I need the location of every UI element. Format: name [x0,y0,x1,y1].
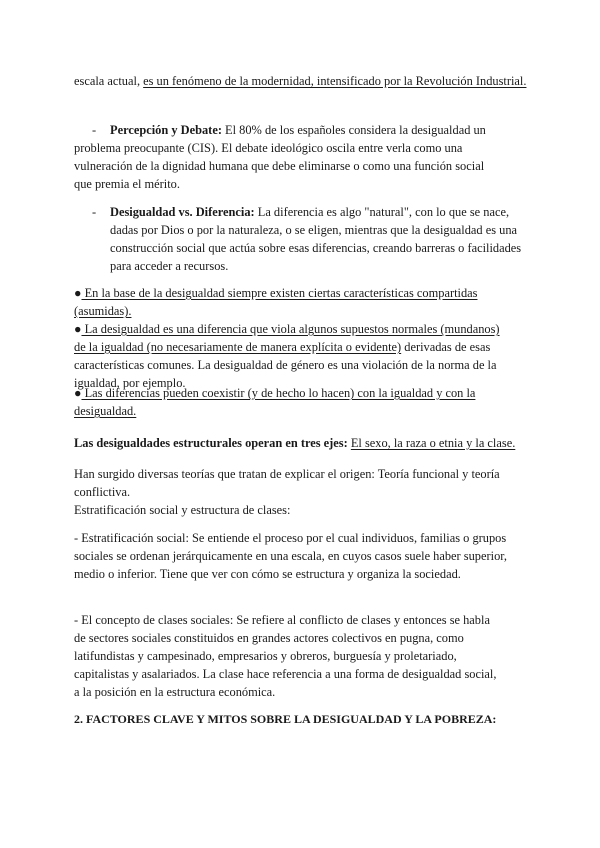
bullet-perception [74,121,504,193]
point-underlined: En la base de la desigualdad siempre existen ciertas características compartidas (asumidas). [74,286,478,318]
bullet-title: Percepción y Debate: [110,123,222,137]
point-shared-characteristics [74,284,514,320]
theories-line: Han surgido diversas teorías que tratan de explicar el origen: Teoría funcional y teoría conflictiva. [74,467,500,499]
intro-plain: escala actual, [74,74,144,88]
point-violation [74,320,514,392]
bullet-title: Desigualdad vs. Diferencia: [110,205,255,219]
classes-paragraph: - El concepto de clases sociales: Se refiere al conflicto de clases y entonces se habla de sectores sociales constituidos en grandes actores colectivos en pugna, como latifundistas y campesinado, empresarios y obreros, burguesía y proletariado, capitalistas y asalariados. La clase hace referencia a una forma de desigualdad social, a la posición en la estructura económica. [74,613,497,699]
bullet-text: La diferencia es algo "natural", con lo que se nace, dadas por Dios o por la naturaleza, o se eligen, mientras que la desigualdad es una construcción social que actúa sobre esas diferencias, creando barreras o facilidades para acceder a recursos. [110,205,522,273]
point-underlined: Las diferencias pueden coexistir (y de hecho lo hacen) con la igualdad y con la desigualdad. [74,386,476,418]
intro-paragraph [74,72,534,90]
stratification-paragraph: - Estratificación social: Se entiende el proceso por el cual individuos, familias o grupos sociales se ordenan jerárquicamente en una escala, en cuyos casos suele haber superior, medio o inferior. Tiene que ver con cómo se estructura y organiza la sociedad. [74,531,507,581]
bullet-difference [110,203,530,275]
theories-paragraph [74,465,534,519]
intro-underlined: es un fenómeno de la modernidad, intensificado por la Revolución Industrial. [143,74,527,88]
axes-bold: Las desigualdades estructurales operan en tres ejes: [74,436,348,450]
axes-underlined: El sexo, la raza o etnia y la clase. [350,436,516,450]
axes-paragraph [74,434,544,452]
bullet-text: El 80% de los españoles considera la desigualdad un problema preocupante (CIS). El debate ideológico oscila entre verla como una vulneración de la dignidad humana que debe eliminarse o como una función social que premia el mérito. [74,123,486,191]
point-marker: ● [74,322,82,336]
bullet-dash: - [92,123,97,137]
point-coexist [74,384,514,420]
section-heading: 2. FACTORES CLAVE Y MITOS SOBRE LA DESIGUALDAD Y LA POBREZA: [74,712,497,726]
point-underlined: La desigualdad es una diferencia que viola algunos supuestos normales (mundanos) de la igualdad (no necesariamente de manera explícita o evidente) [74,322,500,354]
bullet-dash-2: - [92,205,97,219]
theories-subheading: Estratificación social y estructura de clases: [74,503,291,517]
point-marker: ● [74,386,82,400]
point-marker: ● [74,286,82,300]
point-plain: derivadas de esas características comunes. La desigualdad de género es una violación de la norma de la igualdad, por ejemplo. [74,340,497,390]
